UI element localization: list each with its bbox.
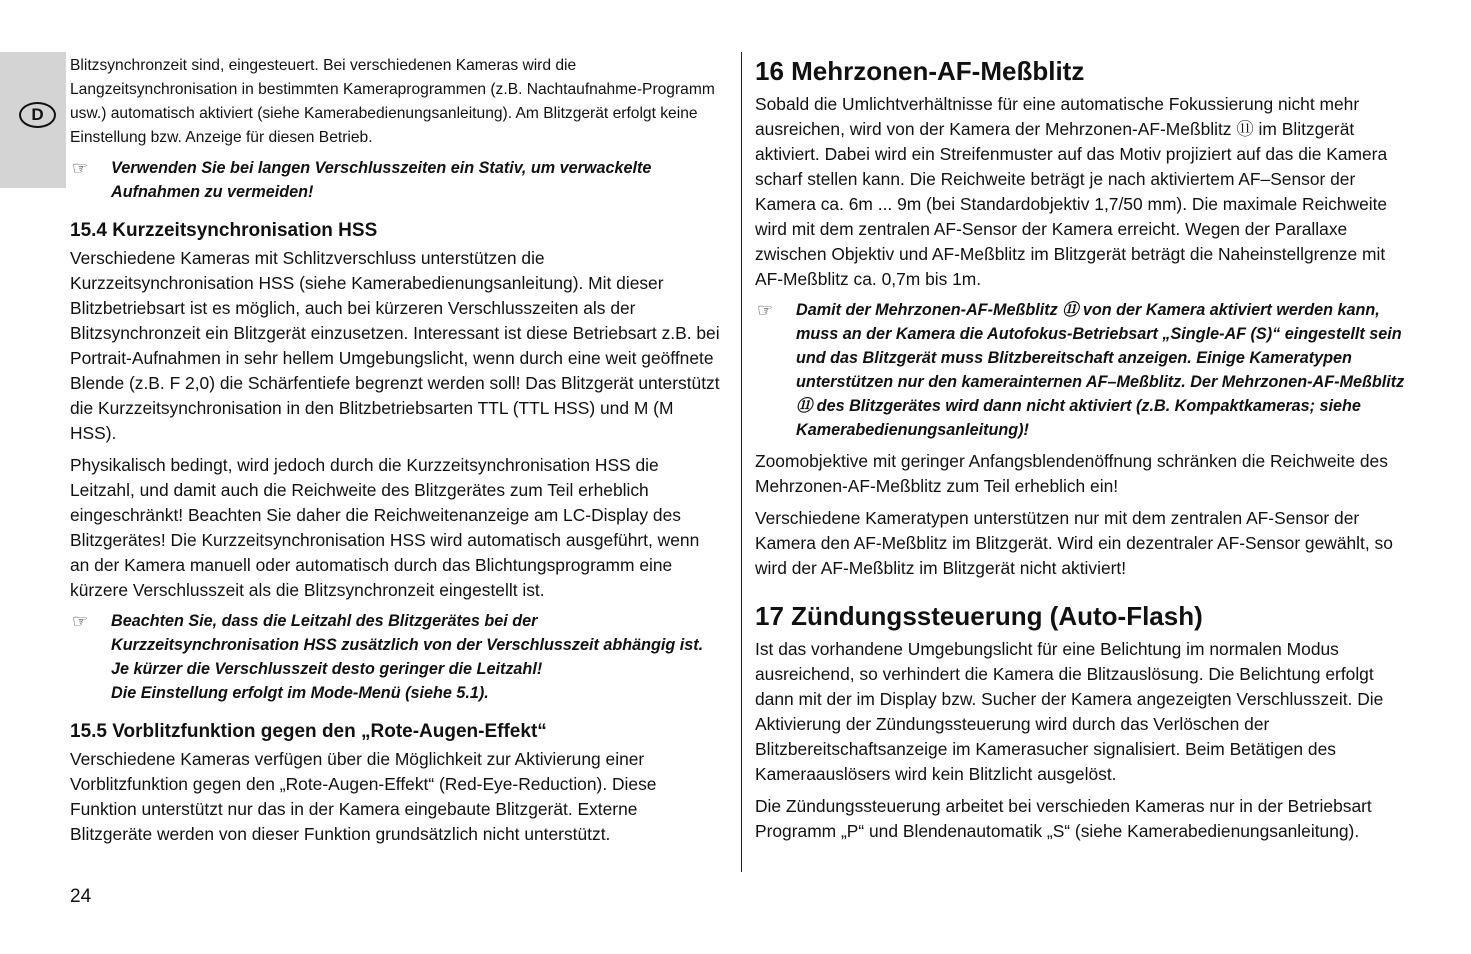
right-column [755,56,1415,844]
paragraph: Sobald die Umlichtverhältnisse für eine automatische Fokussierung nicht mehr ausreichen, wird von der Kamera der Mehrzonen-AF-Meßblitz ⑪ im Blitzgerät aktiviert. Dabei wird ein Streifenmuster auf das Motiv projiziert auf das die Kamera scharf stellen kann. Die Reichweite beträgt je nach aktiviertem AF–Sensor der Kamera ca. 6m ... 9m (bei Standardobjektiv 1,7/50 mm). Die maximale Reichweite wird mit dem zentralen AF-Sensor der Kamera erreicht. Wegen der Parallaxe zwischen Objektiv und AF-Meßblitz im Blitzgerät beträgt die Naheinstellgrenze mit AF-Meßblitz ca. 0,7m bis 1m. [755,94,1388,289]
section-heading-16: 16 Mehrzonen-AF-Meßblitz [755,56,1085,86]
paragraph: Physikalisch bedingt, wird jedoch durch die Kurzzeitsynchronisation HSS die Leitzahl, und damit auch die Reichweite des Blitzgerätes zum Teil erheblich eingeschränkt! Beachten Sie daher die Reichweitenanzeige am LC-Display des Blitzgerätes! Die Kurzzeitsynchronisation HSS wird automatisch ausgeführt, wenn an der Kamera manuell oder automatisch durch das Blichtungsprogramm eine kürzere Verschlusszeit als die Blitzsynchronzeit eingestellt ist. [70,455,700,600]
section-heading-17: 17 Zündungssteuerung (Auto-Flash) [755,601,1203,631]
note-leitzahl [70,609,720,705]
pointing-hand-icon: ☞ [757,300,774,320]
pointing-hand-icon: ☞ [72,611,89,631]
paragraph: Verschiedene Kameras verfügen über die Möglichkeit zur Aktivierung einer Vorblitzfunktion gegen den „Rote-Augen-Effekt“ (Red-Eye-Reduction). Diese Funktion unterstützt nur das in der Kamera eingebaute Blitzgerät. Externe Blitzgeräte werden von dieser Funktion grundsätzlich nicht unterstützt. [70,749,657,844]
intro-paragraph: Blitzsynchronzeit sind, eingesteuert. Bei verschiedenen Kameras wird die Langzeitsynchronisation in bestimmten Kameraprogrammen (z.B. Nachtaufnahme-Programm usw.) automatisch aktiviert (siehe Kamerabedienungsanleitung). Am Blitzgerät erfolgt keine Einstellung bzw. Anzeige für diesen Betrieb. [70,57,715,146]
language-badge: D [19,102,56,128]
left-column [70,54,720,847]
paragraph: Ist das vorhandene Umgebungslicht für eine Belichtung im normalen Modus ausreichend, so verhindert die Kamera die Blitzauslösung. Die Belichtung erfolgt dann mit der im Display bzw. Sucher der Kamera angezeigten Verschlusszeit. Die Aktivierung der Zündungssteuerung wird durch das Verlöschen der Blitzbereitschaftsanzeige im Kamerasucher signalisiert. Beim Betätigen des Kameraauslösers wird kein Blitzlicht ausgelöst. [755,639,1384,784]
section-heading-15-5: 15.5 Vorblitzfunktion gegen den „Rote-Augen-Effekt“ [70,721,547,742]
note-text: Die Einstellung erfolgt im Mode-Menü (siehe 5.1). [111,684,489,702]
note-tripod [70,156,720,204]
note-text: Beachten Sie, dass die Leitzahl des Blitzgerätes bei der Kurzzeitsynchronisation HSS zusätzlich von der Verschlusszeit abhängig ist. Je kürzer die Verschlusszeit desto geringer die Leitzahl! [111,612,704,678]
note-text: Damit der Mehrzonen-AF-Meßblitz ⑪ von der Kamera aktiviert werden kann, muss an der Kamera die Autofokus-Betriebsart „Single-AF (S)“ eingestellt sein und das Blitzgerät muss Blitzbereitschaft anzeigen. Einige Kameratypen unterstützen nur den kamerainternen AF–Meßblitz. Der Mehrzonen-AF-Meßblitz ⑪ des Blitzgerätes wird dann nicht aktiviert (z.B. Kompaktkameras; siehe Kamerabedienungsanleitung)! [796,301,1405,439]
paragraph: Verschiedene Kameratypen unterstützen nur mit dem zentralen AF-Sensor der Kamera den AF-Meßblitz im Blitzgerät. Wird ein dezentraler AF-Sensor gewählt, so wird der AF-Meßblitz im Blitzgerät nicht aktiviert! [755,508,1393,578]
paragraph: Zoomobjektive mit geringer Anfangsblendenöffnung schränken die Reichweite des Mehrzonen-AF-Meßblitz zum Teil erheblich ein! [755,451,1388,496]
page-number: 24 [70,886,92,907]
paragraph: Verschiedene Kameras mit Schlitzverschluss unterstützen die Kurzzeitsynchronisation HSS (siehe Kamerabedienungsanleitung). Mit dieser Blitzbetriebsart ist es möglich, auch bei kürzeren Verschlusszeiten als der Blitzsynchronzeit ein Blitzgerät einzusetzen. Interessant ist diese Betriebsart z.B. bei Portrait-Aufnahmen in sehr hellem Umgebungslicht, wenn durch eine weit geöffnete Blende (z.B. F 2,0) die Schärfentiefe begrenzt werden soll! Das Blitzgerät unterstützt die Kurzzeitsynchronisation in den Blitzbetriebsarten TTL (TTL HSS) und M (M HSS). [70,248,720,443]
note-af-messblitz [755,298,1415,442]
paragraph: Die Zündungssteuerung arbeitet bei verschieden Kameras nur in der Betriebsart Programm „P“ und Blendenautomatik „S“ (siehe Kamerabedienungsanleitung). [755,796,1372,841]
column-divider [741,52,742,872]
pointing-hand-icon: ☞ [72,158,89,178]
section-heading-15-4: 15.4 Kurzzeitsynchronisation HSS [70,220,378,241]
note-text: Verwenden Sie bei langen Verschlusszeiten ein Stativ, um verwackelte Aufnahmen zu vermeiden! [111,159,652,201]
